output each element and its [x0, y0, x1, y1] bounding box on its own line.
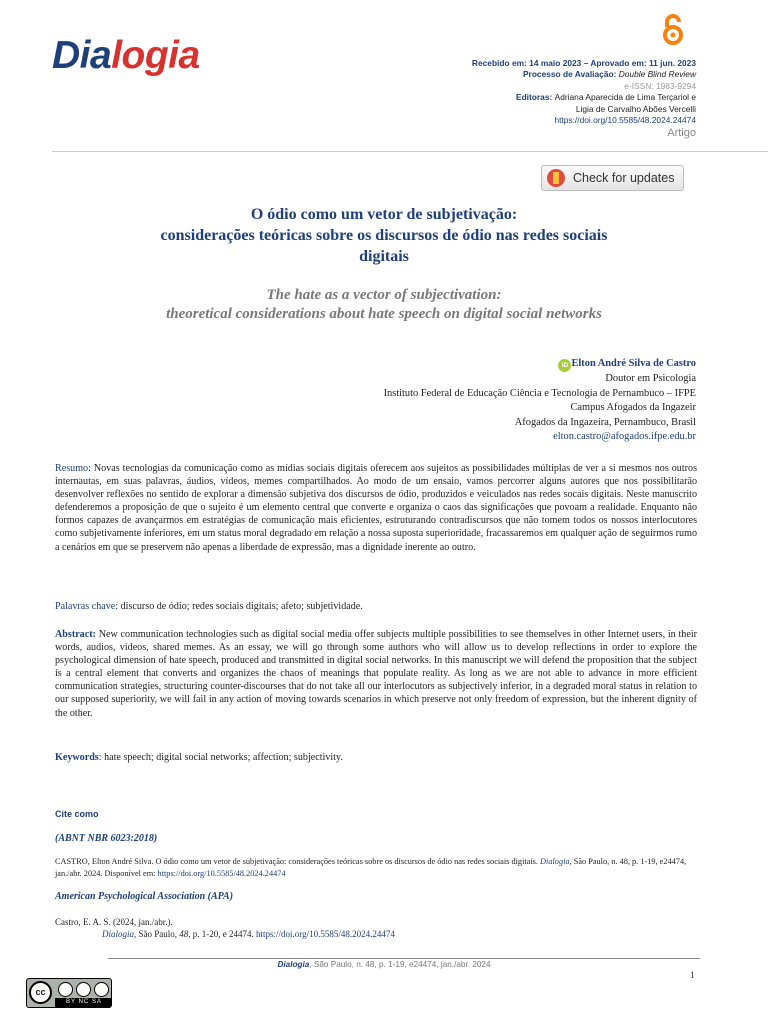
cc-license-badge[interactable]	[26, 978, 112, 1008]
abnt-label: (ABNT NBR 6023:2018)	[55, 833, 158, 844]
palavras-label: Palavras chave	[55, 601, 116, 612]
issn: e-ISSN: 1983-9294	[624, 80, 696, 91]
author-name: Elton André Silva de Castro	[571, 358, 696, 369]
apa-line2	[102, 928, 662, 940]
apa-text2: , p. 1-20, e 24474.	[188, 929, 257, 939]
abnt-journal: Dialogia	[540, 857, 570, 866]
abnt-citation	[55, 856, 695, 880]
received-label: Recebido em	[471, 58, 525, 68]
check-updates-label: Check for updates	[573, 171, 675, 185]
author-email[interactable]: elton.castro@afogados.ifpe.edu.br	[553, 431, 696, 442]
by-icon	[58, 982, 73, 997]
abstract-text: New communication technologies such as digital social media offer subjects multiple possibilities to see themselves in other Internet users, in their words, audios, videos, shared memes. As an essay, we will go through some authors who will allow us to develop reflections in order to explore the psychological dimension of hate speech, produced and transmitted in digital social networks. In this manuscript we will defend the proposition that the subject is a central element that converts and organizes the chaos of meanings that populate reality. As long as we are not able to advance in more efficient communication strategies, structuring counter-discourses that do not take all our interlocutors as subjectively inferior, in a degraded moral status in relation to our supposed superiority, we will fail in any action of moving towards scenarios in which preserve not only freedom of expression, but the inherent dignity of the other.	[55, 629, 697, 719]
logo-part2: logia	[111, 34, 200, 77]
page-number: 1	[690, 970, 695, 980]
check-for-updates-button[interactable]	[541, 165, 684, 191]
cc-icon: cc	[29, 981, 52, 1004]
approved-value: : 11 jun. 2023	[643, 58, 696, 68]
logo-part1: Dia	[52, 34, 112, 77]
footer-text: , São Paulo, n. 48, p. 1-19, e24474, jan./abr. 2024	[309, 960, 491, 969]
editors-line2: Ligia de Carvalho Abões Vercelli	[575, 103, 696, 114]
crossmark-icon	[547, 169, 565, 187]
process-value: Double Blind Review	[618, 69, 696, 80]
journal-logo	[52, 34, 200, 78]
apa-journal: Dialogia,	[102, 929, 139, 939]
author-degree: Doutor em Psicologia	[605, 373, 696, 384]
abnt-text2: , São Paulo, n. 48, p. 1-19, e24474, jan./abr. 2024. Disponível em:	[55, 857, 687, 878]
article-subtitle-en	[52, 286, 716, 324]
abstract-label: Abstract:	[55, 629, 96, 640]
apa-text: São Paulo,	[138, 929, 180, 939]
subtitle-line1: The hate as a vector of subjectivation:	[266, 287, 502, 303]
author-institution: Instituto Federal de Educação Ciência e Tecnologia de Pernambuco – IFPE	[383, 387, 696, 399]
title-line3: digitais	[359, 248, 409, 265]
article-metadata: Recebido em: 14 maio 2023 – Aprovado em: 11 jun. 2023 Processo de Avaliação: Double Blind Review e-ISSN: 1983-9294 Editoras: Adriana Aparecida de Lima Terçariol e Ligia de Carvalho Abões Vercelli https://doi.org/10.5585/48.2024.24474 Artigo	[471, 58, 696, 140]
abnt-text: CASTRO, Elton André Silva. O ódio como um vetor de subjetivação: considerações teóricas sobre os discursos de ódio nas redes sociais digitais.	[55, 857, 541, 866]
license-label: BY NC SA	[55, 998, 112, 1007]
author-campus: Campus Afogados da Ingazeir	[570, 402, 696, 413]
title-line2: considerações teóricas sobre os discursos de ódio nas redes sociais	[160, 227, 608, 244]
resumo-text: : Novas tecnologias da comunicação como as mídias sociais digitais oferecem aos sujeitos as possibilidades múltiplas de ver a si mesmos nos outros internautas, em suas palavras, áudios, vídeos, memes compartilhados. Ao modo de um ensaio, vamos percorrer alguns autores que nos possibilitarão desenvolver reflexões no sentido de explorar a dimensão subjetiva dos discursos de ódio, produzidos e veiculados nas redes socais digitais. Neste manuscrito defenderemos a proposição de que o sujeito é um elemento central que converte e organiza o caos das significações que povoam a realidade. Enquanto não formos capazes de avançarmos em estratégias de comunicação mais eficientes, estruturando contradiscursos que não tomem todos os nossos interlocutores como subjetivamente inferiores, em um status moral degradado em relação a nossa suposta superioridade, fracassaremos em qualquer ação de seguirmos rumo a cenários em que se preservem não apenas a liberdade de expressão, mas a dignidade inerente ao outro.	[55, 463, 697, 553]
apa-vol: 48	[179, 929, 189, 939]
article-title	[52, 204, 716, 267]
keywords-label: Keywords	[55, 752, 99, 763]
editors-label: Editoras	[515, 92, 550, 103]
received-value: : 14 maio 2023 –	[524, 58, 591, 68]
open-access-icon	[660, 14, 686, 46]
apa-line1: Castro, E. A. S. (2024, jan./abr.).	[55, 917, 173, 927]
palavras-chave	[55, 600, 697, 613]
keywords	[55, 751, 697, 764]
resumo-paragraph	[55, 462, 697, 554]
nc-icon	[76, 982, 91, 997]
sa-icon	[94, 982, 109, 997]
palavras-text: : discurso de ódio; redes sociais digitais; afeto; subjetividade.	[115, 601, 363, 612]
editors-line1: Adriana Aparecida de Lima Terçariol e	[554, 92, 696, 103]
apa-label: American Psychological Association (APA)	[55, 891, 234, 902]
header-divider	[52, 151, 768, 152]
apa-doi-link[interactable]: https://doi.org/10.5585/48.2024.24474	[256, 929, 395, 939]
orcid-icon[interactable]: iD	[558, 359, 571, 372]
footer-divider	[108, 958, 700, 959]
cite-heading: Cite como	[55, 809, 99, 819]
keywords-text: : hate speech; digital social networks; affection; subjectivity.	[98, 752, 343, 763]
footer-journal: Dialogia	[277, 960, 310, 969]
author-block	[384, 357, 696, 445]
title-line1: O ódio como um vetor de subjetivação:	[250, 206, 518, 223]
process-label: Processo de Avaliação	[522, 69, 614, 80]
doi-link[interactable]: https://doi.org/10.5585/48.2024.24474	[554, 115, 696, 126]
footer	[0, 960, 768, 969]
article-type: Artigo	[667, 127, 696, 140]
abnt-doi-link[interactable]: https://doi.org/10.5585/48.2024.24474	[157, 869, 286, 878]
subtitle-line2: theoretical considerations about hate speech on digital social networks	[166, 306, 602, 322]
author-city: Afogados da Ingazeira, Pernambuco, Brasil	[514, 416, 696, 428]
abstract-paragraph	[55, 628, 697, 720]
resumo-label: Resumo	[55, 463, 89, 474]
approved-label: Aprovado em	[590, 58, 644, 68]
